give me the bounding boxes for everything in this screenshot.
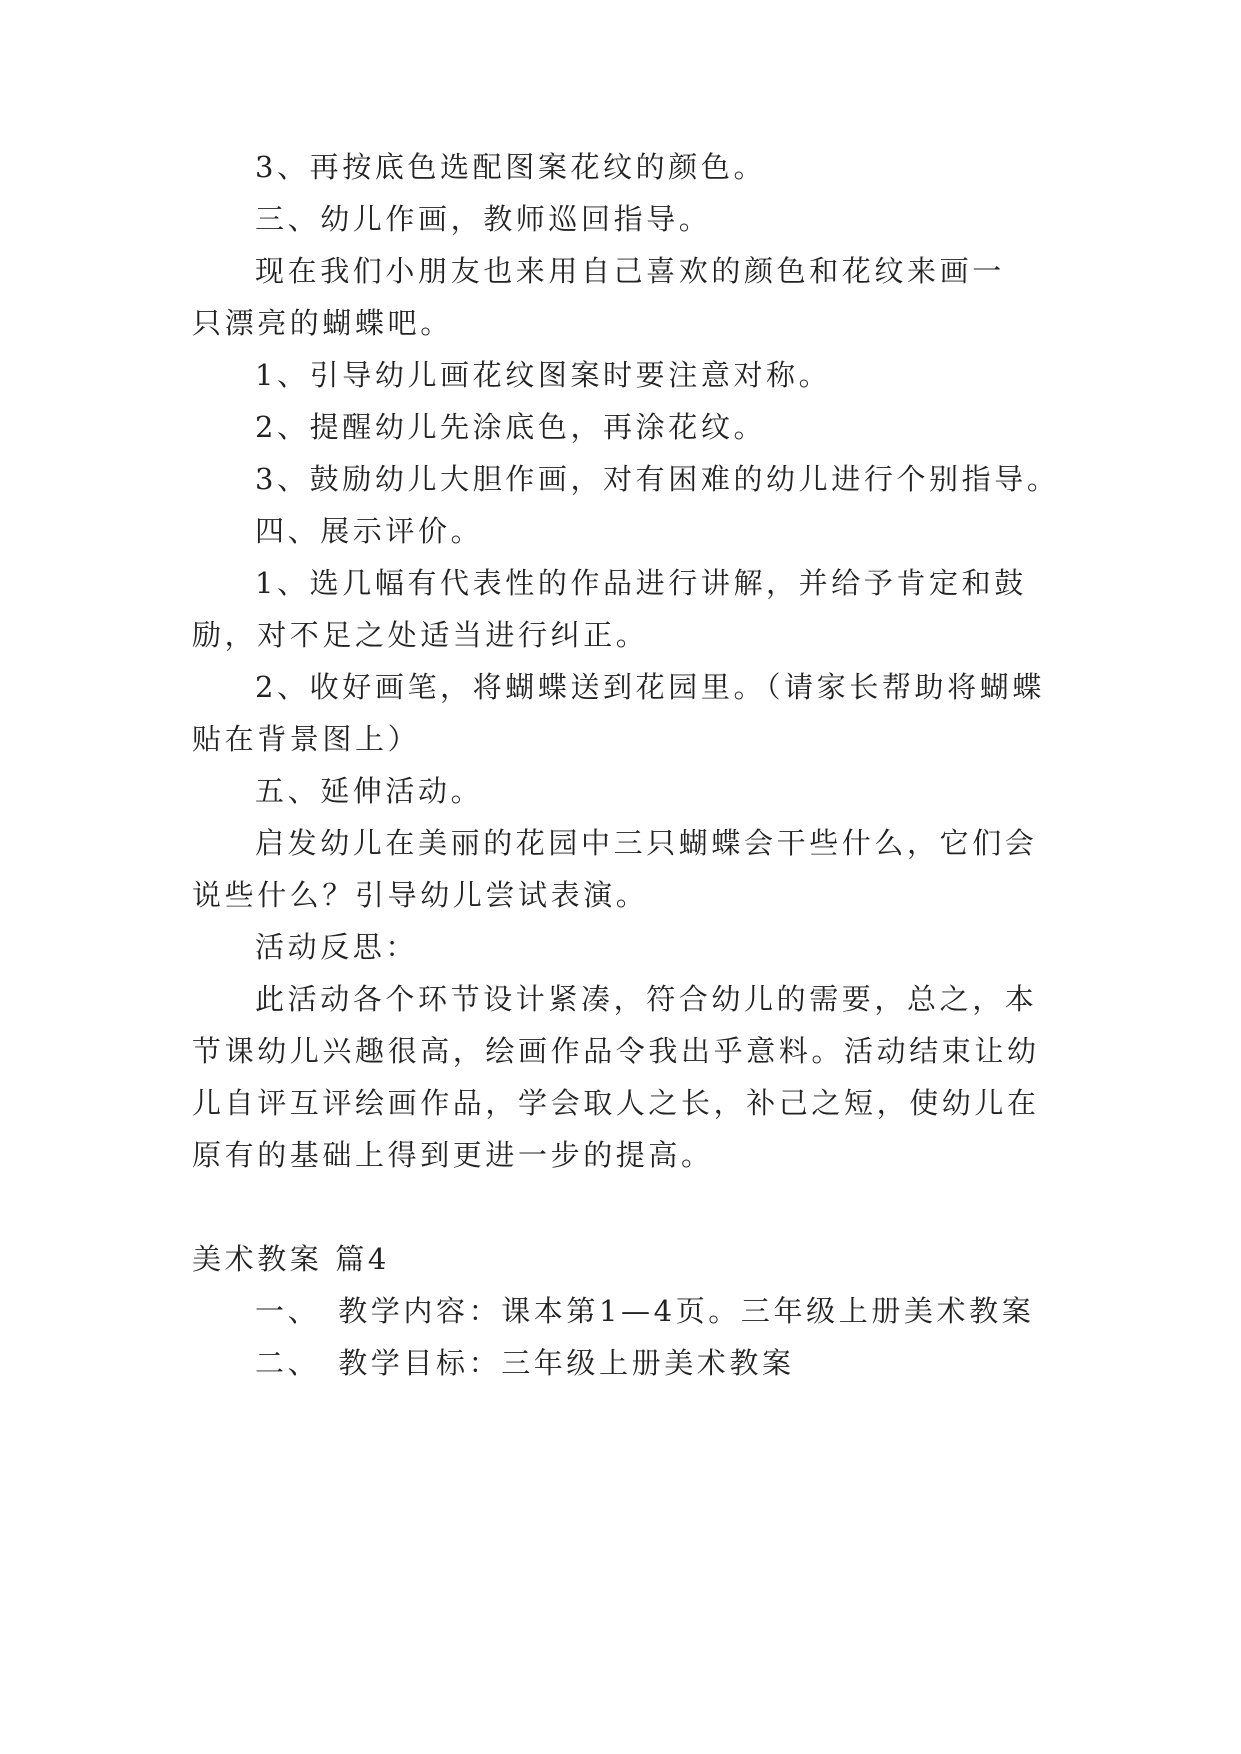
paragraph-line: 2、提醒幼儿先涂底色，再涂花纹。	[255, 410, 767, 444]
paragraph-line: 3、再按底色选配图案花纹的颜色。	[255, 150, 767, 184]
paragraph-line: 2、收好画笔，将蝴蝶送到花园里。（请家长帮助将蝴蝶	[255, 670, 1045, 704]
paragraph-line: 说些什么？引导幼儿尝试表演。	[192, 878, 649, 912]
paragraph-line: 贴在背景图上）	[192, 722, 421, 756]
paragraph-line: 节课幼儿兴趣很高，绘画作品令我出乎意料。活动结束让幼	[192, 1034, 1040, 1068]
list-item-text: 教学内容：课本第1—4页。三年级上册美术教案	[338, 1294, 1035, 1328]
paragraph-line: 活动反思：	[255, 930, 419, 964]
paragraph-line: 启发幼儿在美丽的花园中三只蝴蝶会干些什么，它们会	[255, 826, 1038, 860]
paragraph-line: 只漂亮的蝴蝶吧。	[192, 306, 453, 340]
list-item-number: 一、	[255, 1294, 321, 1328]
list-item-text: 教学目标：三年级上册美术教案	[338, 1346, 795, 1380]
paragraph-line: 3、鼓励幼儿大胆作画，对有困难的幼儿进行个别指导。	[255, 462, 1060, 496]
list-item	[255, 1343, 795, 1383]
paragraph-line: 原有的基础上得到更进一步的提高。	[192, 1138, 714, 1172]
paragraph-line: 四、展示评价。	[255, 514, 484, 548]
list-item-number: 二、	[255, 1346, 321, 1380]
paragraph-line: 1、选几幅有代表性的作品进行讲解，并给予肯定和鼓	[255, 566, 1027, 600]
paragraph-line: 1、引导幼儿画花纹图案时要注意对称。	[255, 358, 832, 392]
paragraph-line: 此活动各个环节设计紧凑，符合幼儿的需要，总之，本	[255, 982, 1038, 1016]
list-item	[255, 1291, 1034, 1331]
section-title: 美术教案 篇4	[192, 1242, 390, 1276]
paragraph-line: 励，对不足之处适当进行纠正。	[192, 618, 649, 652]
paragraph-line: 五、延伸活动。	[255, 774, 484, 808]
paragraph-line: 儿自评互评绘画作品，学会取人之长，补己之短，使幼儿在	[192, 1086, 1040, 1120]
paragraph-line: 三、幼儿作画，教师巡回指导。	[255, 202, 712, 236]
paragraph-line: 现在我们小朋友也来用自己喜欢的颜色和花纹来画一	[255, 254, 1005, 288]
